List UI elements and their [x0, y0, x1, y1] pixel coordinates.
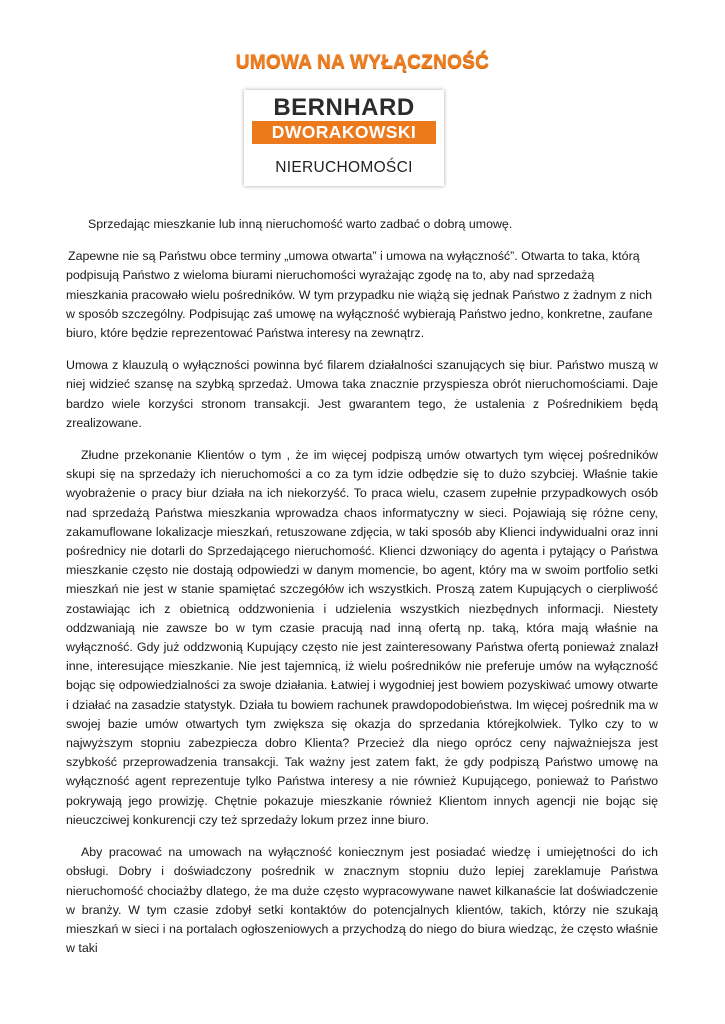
paragraph-intro: Sprzedając mieszkanie lub inną nieruchomość warto zadbać o dobrą umowę. [88, 217, 513, 231]
logo-tagline: NIERUCHOMOŚCI [275, 159, 413, 176]
document-body [66, 215, 658, 971]
paragraph-terms: Zapewne nie są Państwu obce terminy „umowa otwarta” i umowa na wyłączność”. Otwarta to taka, którą podpisują Państwo z wieloma biurami nieruchomości wyrażając zgodę na to, aby nad sprzedażą mieszkania pracowało wielu pośredników. W tym przypadku nie wiążą się jednak Państwo z żadnym z nich w sposób szczególny. Podpisując zaś umowę na wyłączność wybierają Państwo jedno, konkretne, zaufane biuro, które będzie reprezentować Państwa interesy na zewnątrz. [66, 249, 653, 341]
company-logo [244, 90, 444, 186]
logo-name-line: BERNHARD [273, 94, 415, 121]
document-title: UMOWA NA WYŁĄCZNOŚĆ [235, 52, 490, 73]
paragraph-misconception: Złudne przekonanie Klientów o tym , że im więcej podpiszą umów otwartych tym więcej pośredników skupi się na sprzedaży ich nieruchomości a co za tym idzie odbędzie się to dużo szybciej. Właśnie takie wyobrażenie o pracy biur działa na ich niekorzyść. To praca wielu, czasem zupełnie przypadkowych osób nad sprzedażą Państwa mieszkania wprowadza chaos informatyczny w sieci. Pojawiają się różne ceny, zakamuflowane lokalizacje mieszkań, retuszowane zdjęcia, w taki sposób aby Klienci indywidualni oraz inni pośrednicy nie dotarli do Sprzedającego nieruchomość. Klienci dzwoniący do agenta i pytający o Państwa mieszkanie często nie dostają odpowiedzi w danym momencie, bo agent, który ma w swoim portfolio setki mieszkań nie jest w stanie spamiętać szczegółów ich wszystkich. Proszą zatem Kupujących o cierpliwość zostawiając ich z obietnicą oddzwonienia i udzielenia wszystkich niezbędnych informacji. Niestety oddzwaniają nie zawsze bo w tym czasie pracują nad inną ofertą np. taką, która mają właśnie na wyłączność. Gdy już oddzwonią Kupujący często nie jest zainteresowany Państwa ofertą ponieważ znalazł inne, interesujące mieszkanie. Nie jest tajemnicą, iż wielu pośredników nie preferuje umów na wyłączność bojąc się odpowiedzialności za swoje działania. Łatwiej i wygodniej jest bowiem pozyskiwać umowy otwarte i działać na zasadzie statystyk. Działa tu bowiem rachunek prawdopodobieństwa. Im więcej pośrednik ma w swojej bazie umów otwartych tym zwiększa się okazja do sprzedania którejkolwiek. Tylko czy to w najwyższym stopniu zabezpiecza dobro Klienta? Przecież dla niego oprócz ceny najważniejsza jest szybkość przeprowadzenia transakcji. Tak ważny jest zatem fakt, że gdy podpiszą Państwo umowę na wyłączność agent reprezentuje tylko Państwa interesy a nie również Kupującego, ponieważ to Państwo pokrywają jego prowizję. Chętnie pokazuje mieszkanie również Klientom innych agencji nie bojąc się nieuczciwej konkurencji czy też sprzedaży lokum przez inne biuro. [66, 448, 658, 827]
paragraph-exclusivity: Umowa z klauzulą o wyłączności powinna być filarem działalności szanujących się biur. Państwo muszą w niej widzieć szansę na szybką sprzedaż. Umowa taka znacznie przyspiesza obrót nieruchomościami. Daje bardzo wiele korzyści stronom transakcji. Jest gwarantem tego, że ustalenia z Pośrednikiem będą zrealizowane. [66, 358, 658, 430]
paragraph-experience: Aby pracować na umowach na wyłączność koniecznym jest posiadać wiedzę i umiejętności do ich obsługi. Dobry i doświadczony pośrednik w znacznym stopniu dużo lepiej zareklamuje Państwa nieruchomość chociażby dlatego, że ma duże często wypracowywane nawet kilkanaście lat doświadczenie w branży. W tym czasie zdobył setki kontaktów do potencjalnych klientów, takich, którzy nie szukają mieszkań w sieci i na portalach ogłoszeniowych a przychodzą do niego do biura wiedząc, że często właśnie w taki [66, 845, 658, 956]
logo-surname-line: DWORAKOWSKI [271, 122, 417, 142]
